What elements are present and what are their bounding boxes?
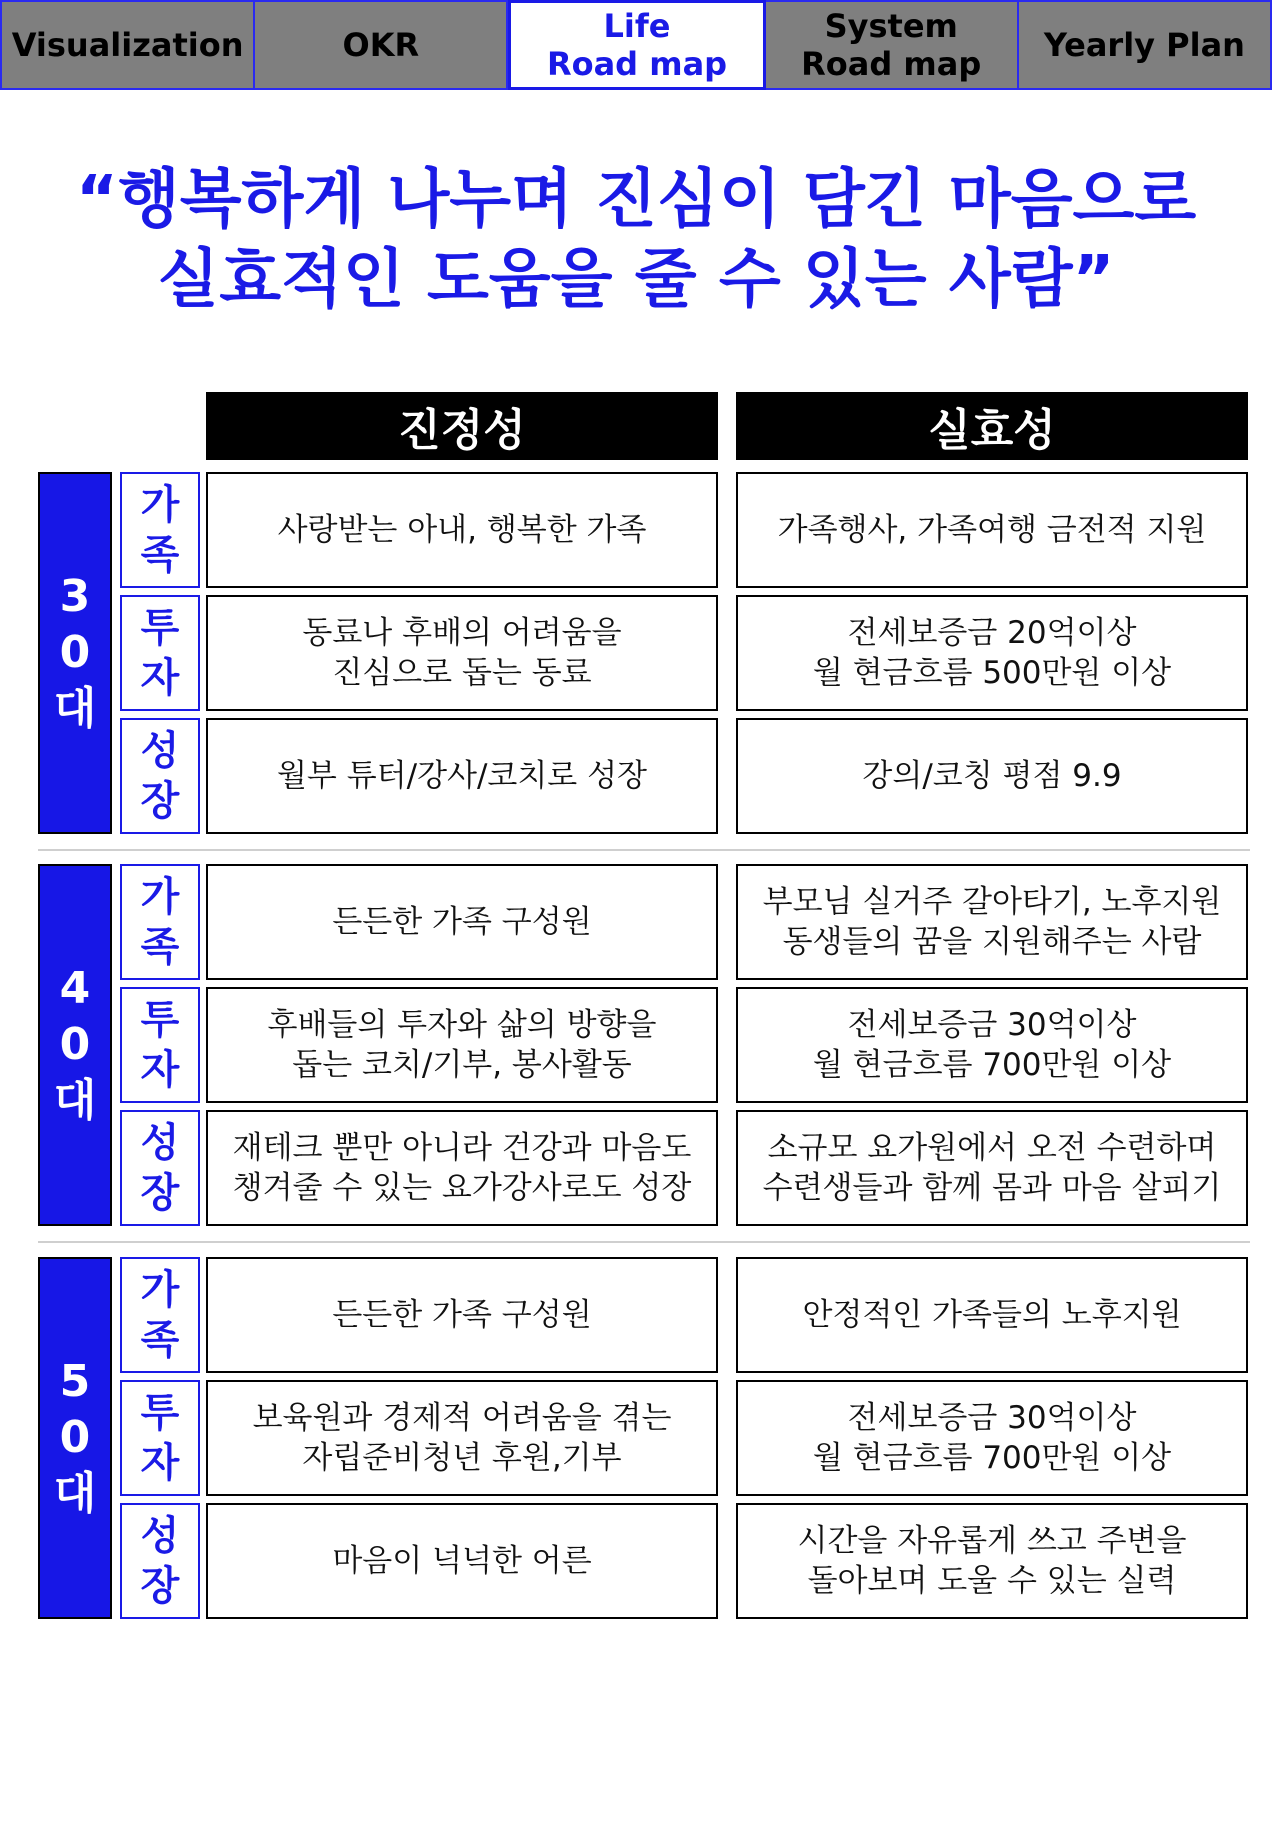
cell-text: 전세보증금 30억이상 월 현금흐름 700만원 이상 xyxy=(812,1007,1172,1083)
category-label xyxy=(120,987,200,1103)
cell-text: 강의/코칭 평점 9.9 xyxy=(862,758,1122,794)
age-label-text: 3 0 대 xyxy=(53,571,97,734)
effectiveness-cell xyxy=(736,1257,1248,1373)
age-label-text: 4 0 대 xyxy=(53,963,97,1126)
effectiveness-cell xyxy=(736,472,1248,588)
sincerity-cell xyxy=(206,595,718,711)
tab-label: System Road map xyxy=(801,7,982,83)
category-label xyxy=(120,1257,200,1373)
category-label xyxy=(120,718,200,834)
category-text: 성 장 xyxy=(140,728,180,824)
table-row xyxy=(38,1503,1250,1619)
tab-system-road-map[interactable] xyxy=(766,0,1019,90)
effectiveness-cell xyxy=(736,864,1248,980)
cell-text: 마음이 넉넉한 어른 xyxy=(332,1543,592,1579)
table-row xyxy=(38,1110,1250,1226)
cell-text: 부모님 실거주 갈아타기, 노후지원 동생들의 꿈을 지원해주는 사람 xyxy=(762,884,1222,960)
effectiveness-cell xyxy=(736,1380,1248,1496)
group-divider xyxy=(38,849,1250,851)
cell-text: 든든한 가족 구성원 xyxy=(332,1297,592,1333)
category-text: 가 족 xyxy=(140,482,180,578)
tab-life-road-map[interactable] xyxy=(508,0,765,90)
sincerity-cell xyxy=(206,1257,718,1373)
table-row xyxy=(38,864,1250,980)
category-label xyxy=(120,1503,200,1619)
age-group-40s xyxy=(38,864,1250,1226)
table-row xyxy=(38,595,1250,711)
sincerity-cell xyxy=(206,1503,718,1619)
effectiveness-cell xyxy=(736,1503,1248,1619)
cell-text: 전세보증금 20억이상 월 현금흐름 500만원 이상 xyxy=(812,615,1172,691)
cell-text: 사랑받는 아내, 행복한 가족 xyxy=(277,512,647,548)
sincerity-cell xyxy=(206,1380,718,1496)
category-text: 투 자 xyxy=(140,605,180,701)
table-row xyxy=(38,987,1250,1103)
cell-text: 시간을 자유롭게 쓰고 주변을 돌아보며 도울 수 있는 실력 xyxy=(797,1523,1187,1599)
tab-bar xyxy=(0,0,1272,90)
cell-text: 든든한 가족 구성원 xyxy=(332,904,592,940)
category-text: 가 족 xyxy=(140,874,180,970)
sincerity-cell xyxy=(206,472,718,588)
age-group-30s xyxy=(38,472,1250,834)
tab-label: Yearly Plan xyxy=(1043,26,1245,64)
column-header-effectiveness: 실효성 xyxy=(736,392,1248,460)
category-text: 성 장 xyxy=(140,1120,180,1216)
tab-yearly-plan[interactable] xyxy=(1019,0,1272,90)
cell-text: 동료나 후배의 어려움을 진심으로 돕는 동료 xyxy=(302,615,622,691)
tab-label: Visualization xyxy=(11,26,244,64)
category-text: 투 자 xyxy=(140,997,180,1093)
effectiveness-cell xyxy=(736,718,1248,834)
tab-visualization[interactable] xyxy=(0,0,255,90)
age-label-text: 5 0 대 xyxy=(53,1356,97,1519)
motto-title: “행복하게 나누며 진심이 담긴 마음으로 실효적인 도움을 줄 수 있는 사람” xyxy=(75,163,1197,317)
category-label xyxy=(120,864,200,980)
table-row xyxy=(38,472,1250,588)
effectiveness-cell xyxy=(736,595,1248,711)
category-label xyxy=(120,1380,200,1496)
sincerity-cell xyxy=(206,718,718,834)
cell-text: 안정적인 가족들의 노후지원 xyxy=(802,1297,1182,1333)
cell-text: 소규모 요가원에서 오전 수련하며 수련생들과 함께 몸과 마음 살피기 xyxy=(762,1130,1222,1206)
tab-label: OKR xyxy=(342,26,420,64)
sincerity-cell xyxy=(206,1110,718,1226)
cell-text: 가족행사, 가족여행 금전적 지원 xyxy=(777,512,1207,548)
tab-label: Life Road map xyxy=(546,7,728,83)
category-label xyxy=(120,472,200,588)
sincerity-cell xyxy=(206,987,718,1103)
cell-text: 후배들의 투자와 삶의 방향을 돕는 코치/기부, 봉사활동 xyxy=(267,1007,657,1083)
cell-text: 재테크 뿐만 아니라 건강과 마음도 챙겨줄 수 있는 요가강사로도 성장 xyxy=(232,1130,692,1206)
table-row xyxy=(38,718,1250,834)
table-row xyxy=(38,1257,1250,1373)
category-label xyxy=(120,595,200,711)
effectiveness-cell xyxy=(736,1110,1248,1226)
effectiveness-cell xyxy=(736,987,1248,1103)
category-text: 성 장 xyxy=(140,1513,180,1609)
cell-text: 보육원과 경제적 어려움을 겪는 자립준비청년 후원,기부 xyxy=(252,1400,672,1476)
age-group-50s xyxy=(38,1257,1250,1619)
tab-okr[interactable] xyxy=(255,0,508,90)
category-label xyxy=(120,1110,200,1226)
cell-text: 월부 튜터/강사/코치로 성장 xyxy=(276,758,647,794)
category-text: 가 족 xyxy=(140,1267,180,1363)
category-text: 투 자 xyxy=(140,1390,180,1486)
cell-text: 전세보증금 30억이상 월 현금흐름 700만원 이상 xyxy=(812,1400,1172,1476)
column-header-sincerity: 진정성 xyxy=(206,392,718,460)
sincerity-cell xyxy=(206,864,718,980)
table-row xyxy=(38,1380,1250,1496)
group-divider xyxy=(38,1241,1250,1243)
